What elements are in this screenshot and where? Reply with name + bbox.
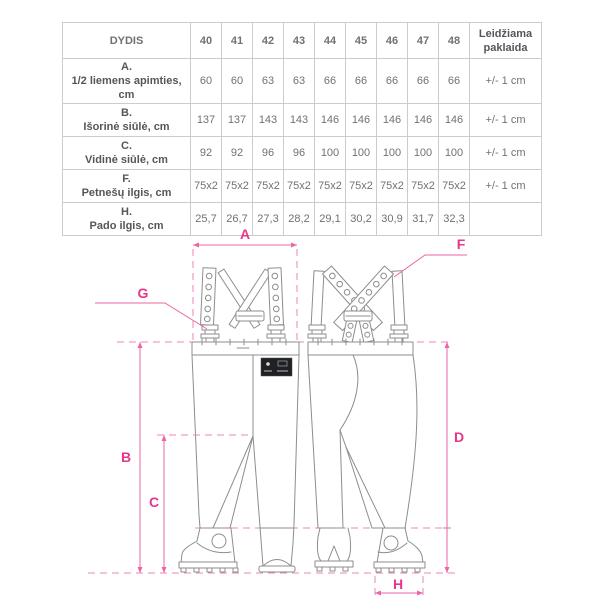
size-table [62,22,542,236]
dim-label-f: F [456,236,466,252]
wader-diagram [0,225,600,600]
table-row [63,104,542,137]
dim-label-a: A [239,226,251,242]
dim-label-c: C [148,494,160,510]
value-cell: 75x2 [377,170,408,203]
value-cell: 60 [191,59,222,104]
leader-line-f [394,255,467,277]
tolerance-header-cell [470,23,542,59]
size-col-header: 41 [222,23,253,59]
value-cell: 30,2 [346,203,377,236]
table-header-row [63,23,542,59]
value-cell: 32,3 [439,203,470,236]
value-cell: 63 [284,59,315,104]
row-header-cell: B. Išorinė siūlė, cm [63,104,191,137]
tolerance-cell: +/- 1 cm [470,137,542,170]
value-cell: 146 [346,104,377,137]
dim-label-b: B [120,449,132,465]
value-cell: 100 [439,137,470,170]
value-cell: 75x2 [222,170,253,203]
size-col-header: 42 [253,23,284,59]
wader-silhouettes [179,340,430,572]
value-cell: 146 [439,104,470,137]
value-cell: 28,2 [284,203,315,236]
row-header-cell: F. Petnešų ilgis, cm [63,170,191,203]
value-cell: 137 [222,104,253,137]
dim-label-g: G [137,285,149,301]
brand-patch [261,358,292,376]
front-strap-left [201,268,216,326]
tolerance-header-line2: paklaida [483,41,528,54]
leader-line-g [95,303,207,329]
size-header-cell: DYDIS [63,23,191,59]
dim-label-d: D [453,429,465,445]
front-buckle-right [267,325,285,342]
value-cell: 26,7 [222,203,253,236]
value-cell: 75x2 [346,170,377,203]
value-cell: 63 [253,59,284,104]
value-cell: 92 [191,137,222,170]
front-suspenders [201,268,285,342]
size-col-header: 45 [346,23,377,59]
value-cell: 143 [284,104,315,137]
tolerance-cell: +/- 1 cm [470,104,542,137]
value-cell: 27,3 [253,203,284,236]
value-cell: 29,1 [315,203,346,236]
value-cell: 75x2 [253,170,284,203]
back-suspenders [308,266,408,343]
tolerance-cell: +/- 1 cm [470,170,542,203]
value-cell: 100 [408,137,439,170]
value-cell: 100 [346,137,377,170]
value-cell: 66 [439,59,470,104]
front-strap-right [268,268,283,326]
value-cell: 96 [253,137,284,170]
back-strap-outer-right [392,271,405,327]
size-col-header: 48 [439,23,470,59]
value-cell: 30,9 [377,203,408,236]
table-row [63,170,542,203]
value-cell: 66 [315,59,346,104]
tolerance-header-line1: Leidžiama [478,27,533,40]
row-header-cell: A. 1/2 liemens apimties, cm [63,59,191,104]
value-cell: 31,7 [408,203,439,236]
value-cell: 146 [377,104,408,137]
back-strap-slider [344,311,372,321]
row-header-cell: H. Pado ilgis, cm [63,203,191,236]
value-cell: 75x2 [408,170,439,203]
row-header-cell: C. Vidinė siūlė, cm [63,137,191,170]
dim-label-h: H [392,576,404,592]
value-cell: 96 [284,137,315,170]
back-wader-silhouette [306,340,430,572]
value-cell: 75x2 [191,170,222,203]
value-cell: 92 [222,137,253,170]
value-cell: 75x2 [315,170,346,203]
value-cell: 25,7 [191,203,222,236]
value-cell: 100 [377,137,408,170]
back-buckle-left [308,325,326,342]
value-cell: 66 [346,59,377,104]
back-strap-outer-left [311,271,324,327]
size-col-header: 43 [284,23,315,59]
size-col-header: 47 [408,23,439,59]
size-col-header: 46 [377,23,408,59]
value-cell: 146 [408,104,439,137]
front-strap-slider [236,311,264,321]
size-col-header: 40 [191,23,222,59]
value-cell: 66 [377,59,408,104]
value-cell: 100 [315,137,346,170]
value-cell: 75x2 [439,170,470,203]
value-cell: 143 [253,104,284,137]
back-buckle-right [390,325,408,342]
value-cell: 146 [315,104,346,137]
table-row [63,137,542,170]
value-cell: 66 [408,59,439,104]
value-cell: 60 [222,59,253,104]
tolerance-cell: +/- 1 cm [470,59,542,104]
value-cell: 137 [191,104,222,137]
table-row [63,59,542,104]
size-col-header: 44 [315,23,346,59]
value-cell: 75x2 [284,170,315,203]
